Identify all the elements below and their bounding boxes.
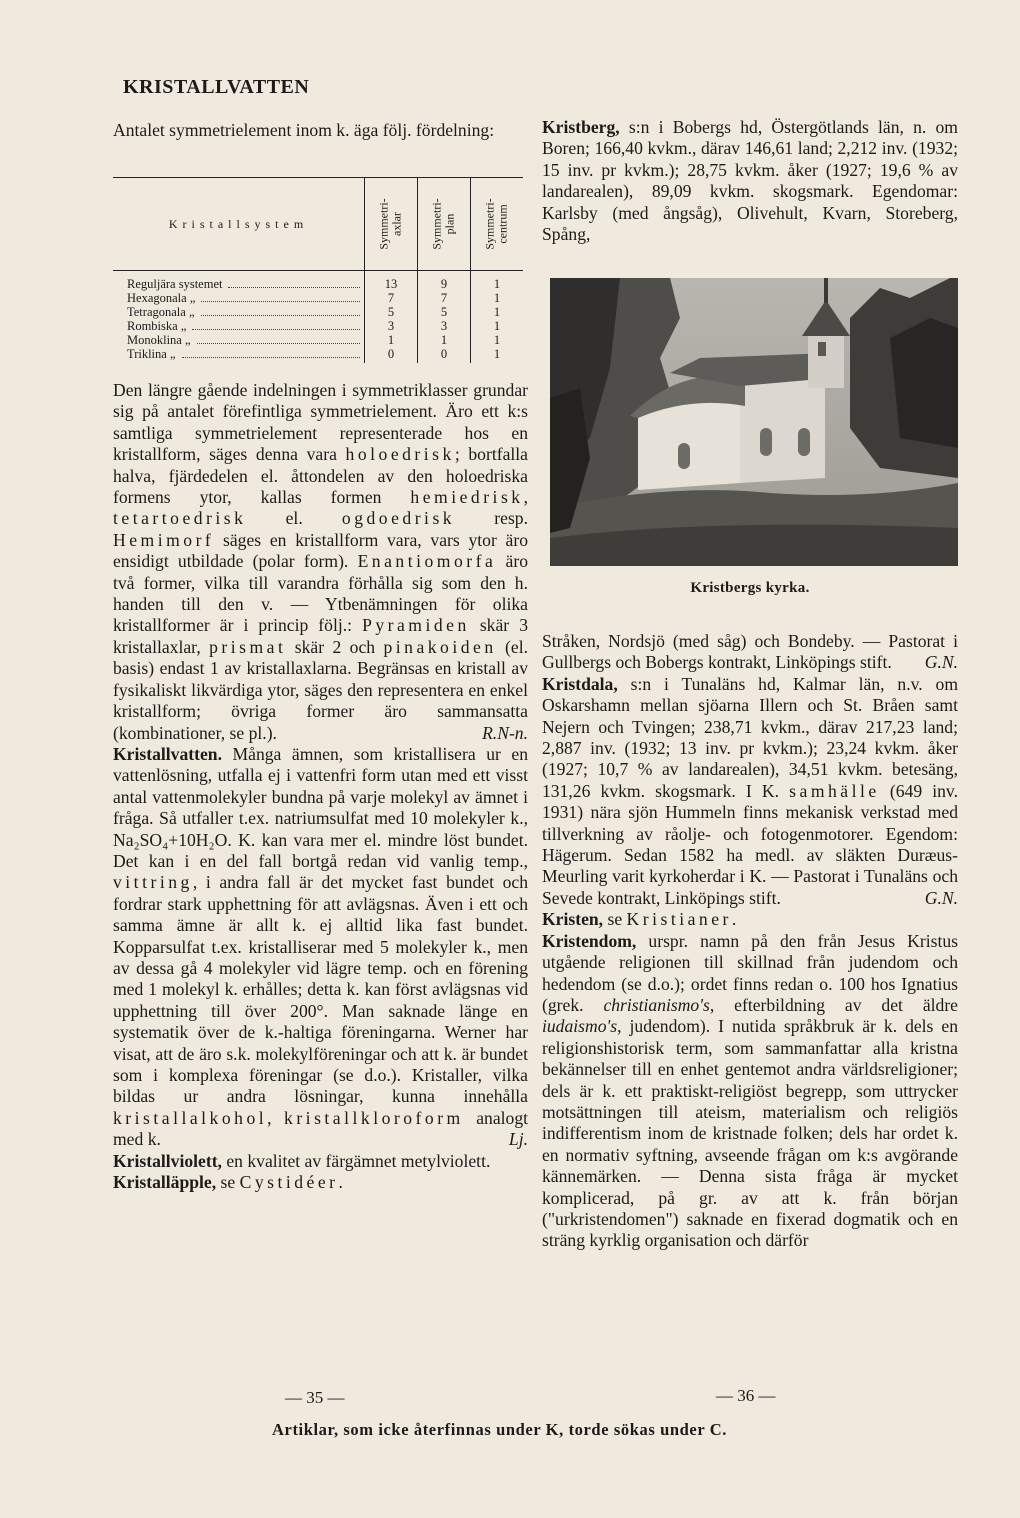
- cell-center: 1: [471, 319, 524, 333]
- text-run: ; bortfalla halva, fjärdedelen el. åttondelen av den holoedriska formens ytor, kallas formen: [113, 444, 528, 508]
- cell-center: 1: [471, 305, 524, 319]
- table-row: [113, 319, 523, 333]
- spaced-term: holoedrisk: [345, 444, 455, 465]
- cross-reference: Cystidéer: [239, 1172, 339, 1193]
- entry-kristdala: [542, 674, 958, 909]
- cell-axes: 7: [365, 291, 418, 305]
- text-run: el.: [246, 508, 342, 529]
- greek-term: christianismo's: [603, 994, 710, 1015]
- running-head: KRISTALLVATTEN: [123, 76, 310, 98]
- spaced-term: samhälle: [789, 780, 880, 801]
- header-axes: [365, 178, 418, 271]
- right-column-body: [542, 631, 958, 1252]
- spaced-term: Hemimorf: [113, 529, 215, 550]
- cross-reference: Kristianer: [626, 909, 732, 930]
- spaced-term: Pyramiden: [362, 615, 470, 636]
- leader-dots: [197, 343, 360, 344]
- spaced-term: ogdoedrisk: [341, 508, 456, 529]
- header-center: [471, 178, 524, 271]
- table-row: [113, 347, 523, 363]
- spaced-term: kristallalkohol: [113, 1107, 268, 1128]
- header-axes-label: Symmetri- axlar: [376, 197, 404, 250]
- entry-kristberg-cont: [542, 631, 958, 674]
- text-run: urspr. namn på den från Jesus Kristus utgående religionen till skillnad från judendom och hedendom (se d.o.); ordet finns redan o. 100 hos Ignatius (grek.: [542, 930, 958, 1015]
- text-run: ,: [267, 1107, 285, 1128]
- symmetry-table: [113, 177, 523, 363]
- row-name: Hexagonala „: [127, 291, 196, 305]
- author-signature: Lj.: [508, 1129, 528, 1150]
- spaced-term: kristallkloroform: [284, 1107, 464, 1128]
- entry-headword: Kristberg,: [542, 117, 620, 137]
- header-center-label: Symmetri- centrum: [482, 197, 510, 250]
- cell-axes: 1: [365, 333, 418, 347]
- cell-center: 1: [471, 347, 524, 363]
- header-system: Kristallsystem: [168, 216, 309, 231]
- row-name: Tetragonala „: [127, 305, 195, 319]
- row-name: Rombiska „: [127, 319, 187, 333]
- cell-planes: 0: [418, 347, 471, 363]
- spaced-term: prismat: [209, 636, 287, 657]
- spaced-term: Enantiomorfa: [357, 551, 497, 572]
- entry-headword: Kristen,: [542, 909, 604, 930]
- text-run: s:n i Bobergs hd, Östergötlands län, n. om Boren; 166,40 kvkm., därav 146,61 land; 2,212 inv. (1932; 15 inv. pr kvkm.); 28,75 kvkm. åker (1927; 19,6 % av landarealen), 89,09 kvkm. skogsmark. Egendomar: Karlsby (med ångsåg), Olivehult, Kvarn, Storeberg, Spång,: [542, 117, 958, 245]
- cell-axes: 0: [365, 347, 418, 363]
- text-run: , judendom). I nutida språkbruk är k. dels en religionshistorisk term, som sammanfattar alla kristna bekännelser till en enhet gentemot andra världsreligioner; dels är k. ett praktiskt-religiöst begrepp, som uttrycker motsättningen till ateism, materialism och religiös indifferentism inom de kristnade folken; dels har ordet k. en normativ syftning, avseende frågan om k:s avgörande kännemärken. — Denna sista fråga är mycket komplicerad, på gr. av att k. från början ("urkristendomen") saknade en fixerad dogmatik och en sträng kyrklig organisation och därför: [542, 1016, 958, 1251]
- entry-headword: Kristalläpple,: [113, 1172, 217, 1193]
- text-run: Den längre gående indelningen i symmetriklasser grundar sig på antalet förefintliga symmetrielement. Äro ett k:s samtliga symmetrielement representerade hos en kristallform, säges denna vara: [113, 380, 528, 465]
- church-illustration: [550, 278, 958, 566]
- text-run: analogt med k.: [113, 1107, 529, 1150]
- entry-kristberg: [542, 117, 958, 245]
- photo-caption: Kristbergs kyrka.: [690, 580, 810, 596]
- greek-term: iudaismo's: [542, 1016, 618, 1037]
- cell-planes: 1: [418, 333, 471, 347]
- table-row: [113, 305, 523, 319]
- right-column-top: [542, 117, 958, 245]
- entry-kristallapple: [113, 1172, 528, 1193]
- spaced-term: hemiedrisk: [410, 487, 524, 508]
- spaced-term: vittring: [113, 872, 193, 893]
- footer-note: Artiklar, som icke återfinnas under K, torde sökas under C.: [272, 1420, 727, 1439]
- table-row: [113, 333, 523, 347]
- text-run: skär 3 kristallaxlar,: [113, 615, 528, 657]
- table-row: [113, 291, 523, 305]
- text-run: ,: [523, 487, 528, 508]
- text-run: resp.: [455, 508, 528, 529]
- entry-headword: Kristendom,: [542, 930, 637, 951]
- text-run: (el. basis) endast 1 av kristallaxlarna. Begränsas en kristall av fysikaliskt likvärdiga ytor, säges den representera en enkel kristallform; övriga former äro sammansatta (kombinationer, se pl.).: [113, 636, 528, 743]
- text-run: Stråken, Nordsjö (med såg) och Bondeby. — Pastorat i Gullbergs och Bobergs kontrakt, Linköpings stift.: [542, 631, 958, 673]
- cell-planes: 9: [418, 271, 471, 292]
- text-run: se: [216, 1172, 240, 1193]
- cell-center: 1: [471, 271, 524, 292]
- text-run: säges en kristallform vara, vars ytor äro ensidigt utbildade (polar form).: [113, 529, 528, 572]
- row-name: Triklina „: [127, 347, 176, 361]
- text-run: .: [338, 1172, 343, 1193]
- entry-kristallviolett: [113, 1151, 528, 1172]
- text-run: en kvalitet av färgämnet metylviolett.: [221, 1150, 491, 1171]
- page-number-right: — 36 —: [716, 1386, 776, 1405]
- cell-planes: 3: [418, 319, 471, 333]
- author-signature: R.N-n.: [482, 722, 528, 743]
- author-signature: G.N.: [924, 887, 958, 908]
- entry-headword: Kristallviolett,: [113, 1150, 222, 1171]
- cell-axes: 3: [365, 319, 418, 333]
- cell-axes: 5: [365, 305, 418, 319]
- spaced-term: pinakoiden: [383, 636, 497, 657]
- church-photo: [550, 278, 958, 566]
- leader-dots: [192, 329, 360, 330]
- paragraph-symmetry-classes: [113, 380, 528, 744]
- author-signature: G.N.: [924, 652, 958, 673]
- row-name: Reguljära systemet: [127, 277, 223, 291]
- text-run: skär 2 och: [286, 636, 384, 657]
- header-planes-label: Symmetri- plan: [429, 197, 457, 250]
- text-run: .: [731, 909, 737, 930]
- entry-kristallvatten: [113, 744, 528, 1151]
- spaced-term: tetartoedrisk: [113, 508, 247, 529]
- text-run: , efterbildning av det äldre: [709, 994, 958, 1015]
- entry-kristendom: [542, 931, 958, 1252]
- text-run: K. kan vara mer el. mindre löst bundet. Det kan i en del fall bortgå redan vid vanlig temp.,: [113, 829, 528, 871]
- cell-planes: 5: [418, 305, 471, 319]
- text-run: Många ämnen, som kristallisera ur en vattenlösning, utfalla ej i vattenfri form utan med ett visst antal vattenmolekyler bundna på varje molekyl av ämnet i fråga. Så utfaller t.ex. natriumsulfat med 10 molekyler k.,: [113, 743, 528, 829]
- chemical-formula: Na₂SO₄+10H₂O.: [113, 829, 232, 850]
- cell-axes: 13: [365, 271, 418, 292]
- left-column-body: [113, 380, 528, 1193]
- page-number-left: — 35 —: [285, 1388, 345, 1407]
- leader-dots: [228, 287, 360, 288]
- leader-dots: [182, 357, 361, 358]
- left-column-intro: [113, 120, 528, 141]
- text-run: se: [603, 909, 627, 930]
- text-run: (649 inv. 1931) nära sjön Hummeln finns mekanisk verkstad med tillverkning av råolje- och fotogenmotorer. Egendom: Hägerum. Sedan 1582 ha medl. av släkten Duræus-Meurling varit kyrkoherdar i K. — Pastorat i Tunaläns och Sevede kontrakt, Linköpings stift.: [542, 780, 958, 908]
- cell-center: 1: [471, 333, 524, 347]
- table-row: [113, 271, 523, 292]
- header-planes: [418, 178, 471, 271]
- leader-dots: [201, 301, 360, 302]
- entry-headword: Kristdala,: [542, 673, 618, 694]
- cell-planes: 7: [418, 291, 471, 305]
- cell-center: 1: [471, 291, 524, 305]
- row-name: Monoklina „: [127, 333, 191, 347]
- entry-headword: Kristallvatten.: [113, 743, 222, 764]
- leader-dots: [201, 315, 361, 316]
- intro-paragraph: Antalet symmetrielement inom k. äga följ. fördelning:: [113, 120, 495, 140]
- text-run: s:n i Tunaläns hd, Kalmar län, n.v. om Oskarshamn mellan sjöarna Illern och St. Bråen samt Nejern och Tvingen; 238,71 kvkm., därav 217,23 land; 2,887 inv. (1932; 13 inv. pr kvkm.); 23,24 kvkm. åker (1927; 10,7 % av landarealen), 34,51 kvkm. betesäng, 131,26 kvkm. skogsmark. I K.: [542, 673, 958, 801]
- text-run: äro två former, vilka till varandra förhålla sig som den h. handen till den v. — Ytbenämningen för olika kristallformer är i princip följ.:: [113, 551, 528, 636]
- text-run: , i andra fall är det mycket fast bundet och fordrar stark upphettning för att avlägsnas. Även i ett och samma ämne är allt k. ej alltid lika fast bundet. Kopparsulfat t.ex. kristalliserar med 5 molekyler k., men av dessa gå 4 molekyler vid lägre temp. och en förening med 1 molekyl k. erhålles; detta k. kan först avlägsnas vid upphettning till över 200°. Man saknade länge en systematik över de k.-haltiga föreningarna. Werner har visat, att de äro s.k. molekylföreningar och att k. är bundet som i komplexa föreningar (se d.o.). Kristaller, vilka bildas ur andra lösningar, kunna innehålla: [113, 872, 528, 1107]
- entry-kristen: [542, 909, 958, 930]
